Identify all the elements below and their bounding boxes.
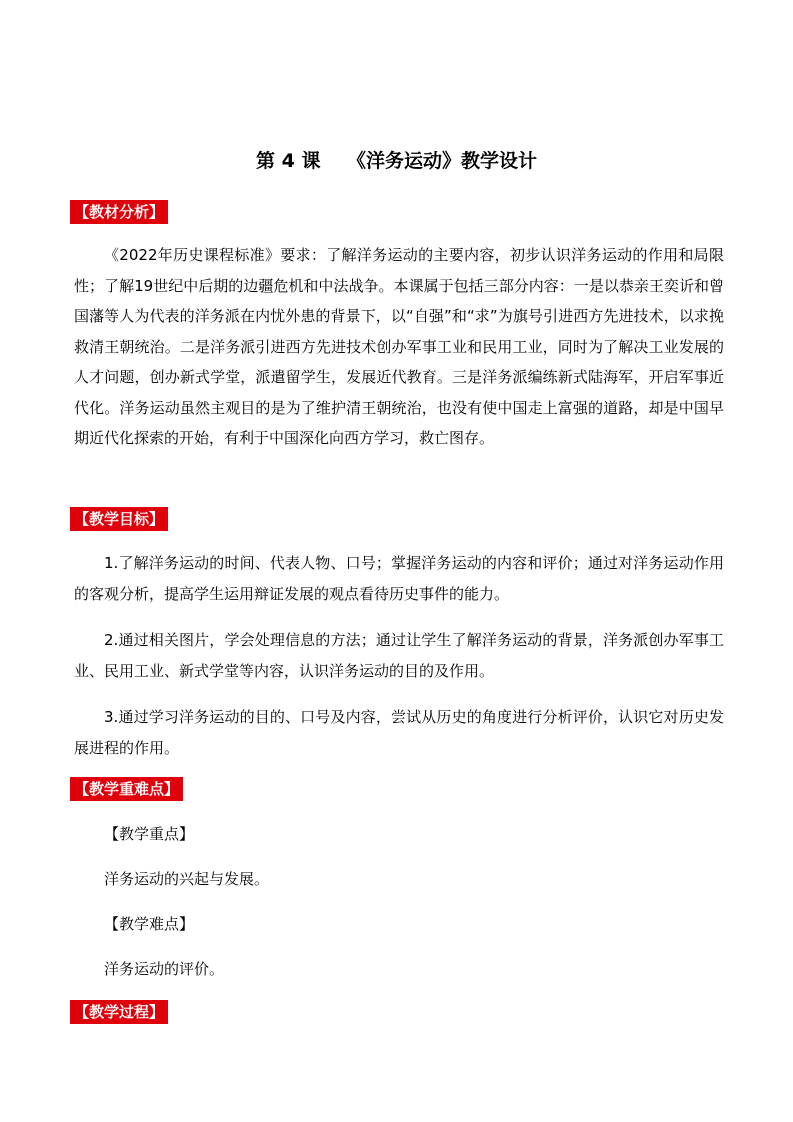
difficult-point-text: 洋务运动的评价。	[104, 960, 225, 978]
document-title: 第 4 课 《洋务运动》教学设计	[256, 150, 537, 172]
subheading-key-point: 【教学重点】	[104, 825, 195, 843]
paragraph-material-analysis: 《2022年历史课程标准》要求：了解洋务运动的主要内容，初步认识洋务运动的作用和局限性；了解19世纪中后期的边疆危机和中法战争。本课属于包括三部分内容：一是以恭亲王奕䜣和曾国藩等人为代表的洋务派在内忧外患的背景下，以“自强”和“求”为旗号引进西方先进技术，以求挽救清王朝统治。二是洋务派引进西方先进技术创办军事工业和民用工业，同时为了解决工业发展的人才问题，创办新式学堂，派遣留学生，发展近代教育。三是洋务派编练新式陆海军，开启军事近代化。洋务运动虽然主观目的是为了维护清王朝统治，也没有使中国走上富强的道路，却是中国早期近代化探索的开始，有利于中国深化向西方学习，救亡图存。	[74, 246, 724, 447]
section-label-material-analysis: 【教材分析】	[70, 200, 168, 224]
section-label-teaching-goals: 【教学目标】	[70, 507, 168, 531]
paragraph-goal-1: 1.了解洋务运动的时间、代表人物、口号；掌握洋务运动的内容和评价；通过对洋务运动作用的客观分析，提高学生运用辩证发展的观点看待历史事件的能力。	[74, 554, 724, 603]
section-label-teaching-process: 【教学过程】	[70, 1000, 168, 1024]
subheading-difficult-point: 【教学难点】	[104, 915, 195, 933]
paragraph-goal-3: 3.通过学习洋务运动的目的、口号及内容，尝试从历史的角度进行分析评价，认识它对历史发展进程的作用。	[74, 708, 724, 757]
section-label-key-points: 【教学重难点】	[70, 777, 183, 801]
paragraph-goal-2: 2.通过相关图片，学会处理信息的方法；通过让学生了解洋务运动的背景，洋务派创办军事工业、民用工业、新式学堂等内容，认识洋务运动的目的及作用。	[74, 631, 724, 680]
key-point-text: 洋务运动的兴起与发展。	[104, 870, 270, 888]
